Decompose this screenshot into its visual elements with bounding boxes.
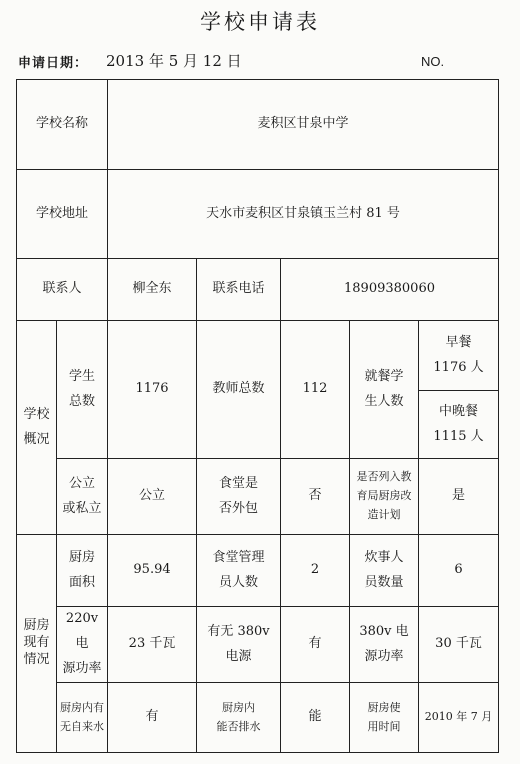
contact-value: 柳全东 bbox=[108, 259, 197, 321]
tap-water-label: 厨房内有 无自来水 bbox=[57, 683, 108, 753]
breakfast-cell bbox=[419, 321, 499, 391]
canteen-managers-label: 食堂管理 员人数 bbox=[197, 535, 281, 607]
teachers-total-value: 112 bbox=[281, 321, 350, 459]
renovation-plan-value: 是 bbox=[419, 459, 499, 535]
renovation-plan-label: 是否列入教 育局厨房改 造计划 bbox=[350, 459, 419, 535]
has-380v-value: 有 bbox=[281, 607, 350, 683]
tap-water-value: 有 bbox=[108, 683, 197, 753]
kitchen-area-value: 95.94 bbox=[108, 535, 197, 607]
application-form-table bbox=[16, 79, 499, 753]
row-kitchen-2 bbox=[17, 607, 499, 683]
teachers-total-label: 教师总数 bbox=[197, 321, 281, 459]
diners-label: 就餐学 生人数 bbox=[350, 321, 419, 459]
row-school-name bbox=[17, 80, 499, 170]
row-overview-1 bbox=[17, 321, 499, 391]
public-private-value: 公立 bbox=[108, 459, 197, 535]
kitchen-area-label: 厨房 面积 bbox=[57, 535, 108, 607]
canteen-outsourced-value: 否 bbox=[281, 459, 350, 535]
cooks-value: 6 bbox=[419, 535, 499, 607]
row-school-address bbox=[17, 170, 499, 259]
date-row bbox=[18, 52, 498, 72]
breakfast-label: 早餐 bbox=[445, 334, 472, 350]
school-overview-section-label: 学校 概况 bbox=[17, 321, 57, 535]
school-name-label: 学校名称 bbox=[17, 80, 108, 170]
row-overview-3 bbox=[17, 459, 499, 535]
kitchen-usage-time-value: 2010 年 7 月 bbox=[419, 683, 499, 753]
contact-label: 联系人 bbox=[17, 259, 108, 321]
contact-phone-label: 联系电话 bbox=[197, 259, 281, 321]
public-private-label: 公立 或私立 bbox=[57, 459, 108, 535]
breakfast-value: 1176 人 bbox=[433, 359, 484, 375]
row-contact bbox=[17, 259, 499, 321]
power-220v-label: 220v 电 源功率 bbox=[57, 607, 108, 683]
canteen-outsourced-label: 食堂是 否外包 bbox=[197, 459, 281, 535]
lunch-dinner-cell bbox=[419, 391, 499, 459]
school-address-label: 学校地址 bbox=[17, 170, 108, 259]
lunch-dinner-value: 1115 人 bbox=[433, 428, 484, 444]
cooks-label: 炊事人 员数量 bbox=[350, 535, 419, 607]
students-total-value: 1176 bbox=[108, 321, 197, 459]
row-kitchen-3 bbox=[17, 683, 499, 753]
power-220v-value: 23 千瓦 bbox=[108, 607, 197, 683]
power-380v-label: 380v 电 源功率 bbox=[350, 607, 419, 683]
application-date-label: 申请日期： bbox=[18, 56, 89, 71]
has-380v-label: 有无 380v 电源 bbox=[197, 607, 281, 683]
drainage-value: 能 bbox=[281, 683, 350, 753]
lunch-dinner-label: 中晚餐 bbox=[439, 403, 479, 419]
kitchen-section-label: 厨房 现有 情况 bbox=[17, 535, 57, 753]
drainage-label: 厨房内 能否排水 bbox=[197, 683, 281, 753]
row-kitchen-1 bbox=[17, 535, 499, 607]
power-380v-value: 30 千瓦 bbox=[419, 607, 499, 683]
students-total-label: 学生 总数 bbox=[57, 321, 108, 459]
contact-phone-value: 18909380060 bbox=[281, 259, 499, 321]
application-date-value: 2013 年 5 月 12 日 bbox=[106, 52, 242, 70]
school-address-value: 天水市麦积区甘泉镇玉兰村 81 号 bbox=[108, 170, 499, 259]
school-name-value: 麦积区甘泉中学 bbox=[108, 80, 499, 170]
canteen-managers-value: 2 bbox=[281, 535, 350, 607]
form-title: 学校申请表 bbox=[200, 10, 320, 34]
serial-number-label: NO. bbox=[421, 54, 445, 69]
kitchen-usage-time-label: 厨房使 用时间 bbox=[350, 683, 419, 753]
